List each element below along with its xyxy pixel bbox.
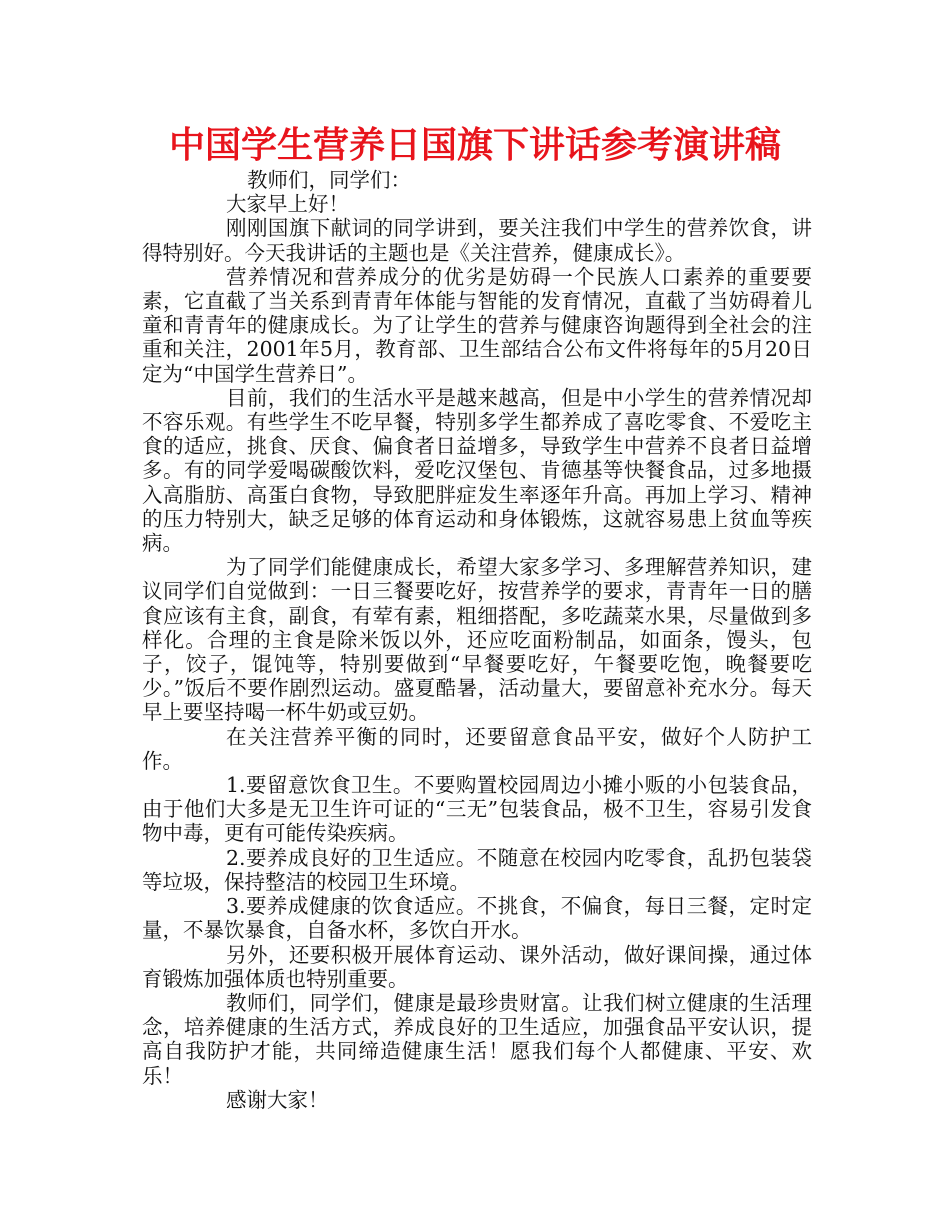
paragraph: 刚刚国旗下献词的同学讲到，要关注我们中学生的营养饮食，讲得特别好。今天我讲话的主题也是《关注营养，健康成长》。 bbox=[142, 216, 812, 265]
paragraph: 教师们，同学们，健康是最珍贵财富。让我们树立健康的生活理念，培养健康的生活方式，养成良好的卫生适应，加强食品平安认识，提高自我防护才能，共同缔造健康生活！愿我们每个人都健康、平安、欢乐！ bbox=[142, 990, 812, 1088]
paragraph-salutation: 教师们，同学们： bbox=[247, 168, 411, 192]
paragraph: 营养情况和营养成分的优劣是妨碍一个民族人口素养的重要要素，它直截了当关系到青青年体能与智能的发育情况，直截了当妨碍着儿童和青青年的健康成长。为了让学生的营养与健康咨询题得到全社会的注重和关注，2001年5月，教育部、卫生部结合公布文件将每年的5月20日定为“中国学生营养日”。 bbox=[142, 264, 812, 386]
paragraph: 目前，我们的生活水平是越来越高，但是中小学生的营养情况却不容乐观。有些学生不吃早餐，特别多学生都养成了喜吃零食、不爱吃主食的适应，挑食、厌食、偏食者日益增多，导致学生中营养不良者日益增多。有的同学爱喝碳酸饮料，爱吃汉堡包、肯德基等快餐食品，过多地摄入高脂肪、高蛋白食物，导致肥胖症发生率逐年升高。再加上学习、精神的压力特别大，缺乏足够的体育运动和身体锻炼，这就容易患上贫血等疾病。 bbox=[142, 385, 812, 556]
document-body bbox=[142, 168, 812, 1112]
list-item-paragraph: 3.要养成健康的饮食适应。不挑食，不偏食，每日三餐，定时定量，不暴饮暴食，自备水杯，多饮白开水。 bbox=[142, 894, 812, 943]
paragraph: 另外，还要积极开展体育运动、课外活动，做好课间操，通过体育锻炼加强体质也特别重要。 bbox=[142, 942, 812, 991]
paragraph-closing: 感谢大家！ bbox=[226, 1087, 329, 1112]
list-item-paragraph: 1.要留意饮食卫生。不要购置校园周边小摊小贩的小包装食品，由于他们大多是无卫生许可证的“三无”包装食品，极不卫生，容易引发食物中毒，更有可能传染疾病。 bbox=[142, 773, 812, 846]
list-item-paragraph: 2.要养成良好的卫生适应。不随意在校园内吃零食，乱扔包装袋等垃圾，保持整洁的校园卫生环境。 bbox=[142, 845, 812, 894]
document-title: 中国学生营养日国旗下讲话参考演讲稿 bbox=[168, 125, 781, 166]
paragraph: 为了同学们能健康成长，希望大家多学习、多理解营养知识，建议同学们自觉做到：一日三餐要吃好，按营养学的要求，青青年一日的膳食应该有主食，副食，有荤有素，粗细搭配，多吃蔬菜水果，尽量做到多样化。合理的主食是除米饭以外，还应吃面粉制品，如面条，馒头，包子，饺子，馄饨等，特别要做到“早餐要吃好，午餐要吃饱，晚餐要吃少。”饭后不要作剧烈运动。盛夏酷暑，活动量大，要留意补充水分。每天早上要坚持喝一杯牛奶或豆奶。 bbox=[142, 555, 812, 725]
paragraph-greeting: 大家早上好！ bbox=[226, 192, 349, 217]
paragraph: 在关注营养平衡的同时，还要留意食品平安，做好个人防护工作。 bbox=[142, 724, 812, 773]
